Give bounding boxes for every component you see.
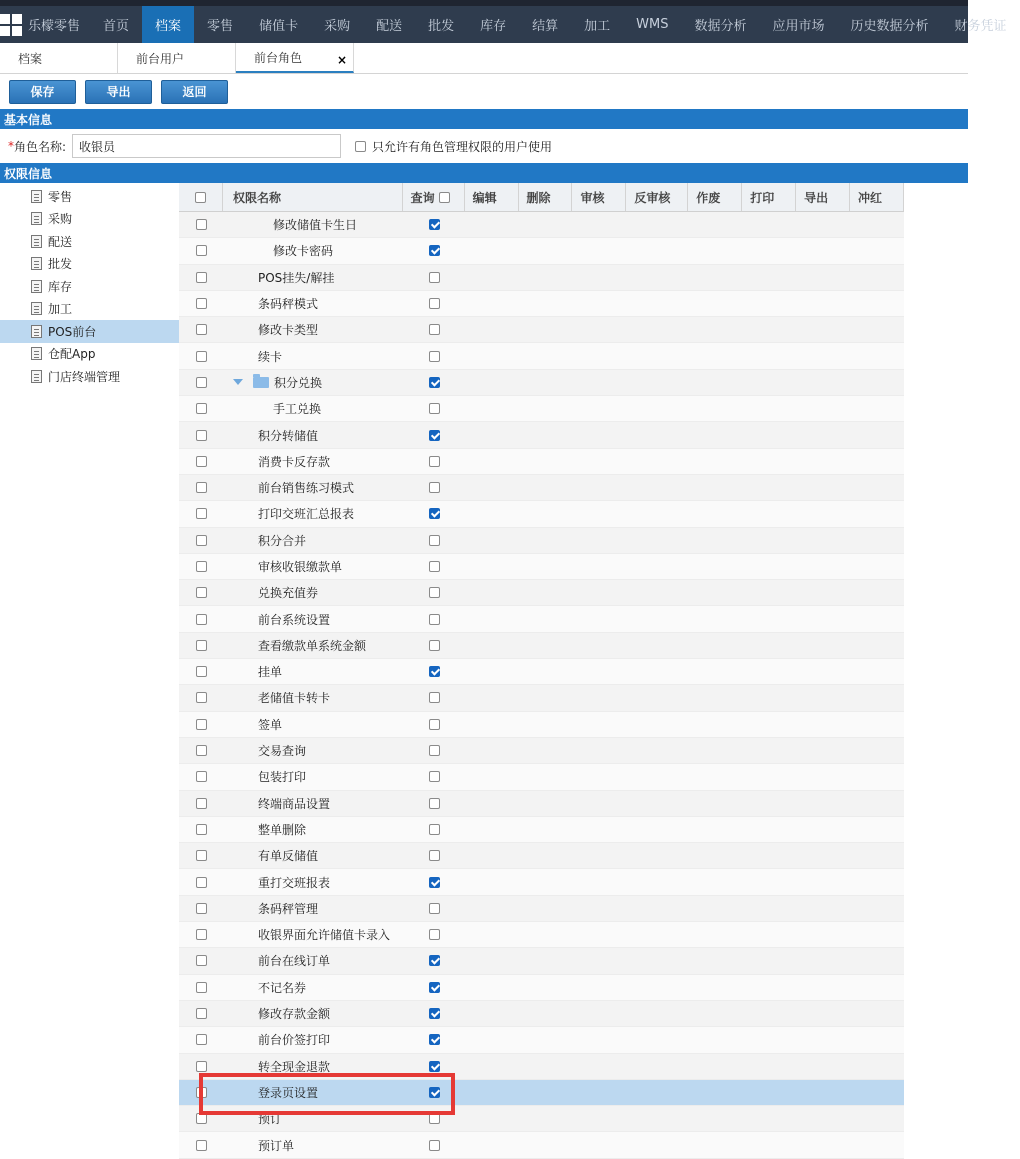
row-select-checkbox[interactable] [196, 508, 207, 519]
row-select-checkbox[interactable] [196, 1087, 207, 1098]
nav-item[interactable]: 批发 [428, 19, 455, 34]
sidebar-item-label: 配送 [48, 234, 73, 249]
query-permission-checkbox[interactable] [429, 351, 440, 362]
sidebar-item[interactable] [0, 208, 179, 231]
nav-item[interactable]: 零售 [207, 19, 234, 34]
permission-name: 前台在线订单 [258, 954, 331, 969]
permission-name: 整单删除 [258, 822, 307, 837]
query-permission-checkbox[interactable] [429, 456, 440, 467]
column-op-header[interactable]: 编辑 [465, 183, 519, 211]
document-icon [31, 280, 42, 293]
close-icon[interactable]: × [336, 53, 347, 67]
tab-label: 前台角色 [254, 50, 303, 65]
permission-name: 查看缴款单系统金额 [258, 638, 367, 653]
row-select-checkbox[interactable] [196, 771, 207, 782]
column-op-header[interactable]: 反审核 [626, 183, 688, 211]
tab-front-roles[interactable] [236, 43, 354, 73]
sidebar-item-label: 库存 [48, 279, 73, 294]
row-select-checkbox[interactable] [196, 272, 207, 283]
permission-name: 修改卡类型 [258, 323, 319, 338]
document-icon [31, 190, 42, 203]
sidebar-item[interactable] [0, 230, 179, 253]
sidebar-item[interactable] [0, 320, 179, 343]
row-select-checkbox[interactable] [196, 219, 207, 230]
row-select-checkbox[interactable] [196, 430, 207, 441]
permission-name: 审核收银缴款单 [258, 560, 343, 574]
query-permission-checkbox[interactable] [429, 535, 440, 546]
permission-name: 修改卡密码 [273, 244, 334, 259]
column-op-header[interactable]: 作废 [688, 183, 742, 211]
query-permission-checkbox[interactable] [429, 482, 440, 493]
tabs-bar [0, 43, 968, 74]
row-select-checkbox[interactable] [196, 798, 207, 809]
column-op-header[interactable]: 打印 [742, 183, 796, 211]
permission-name: 续卡 [258, 349, 283, 364]
query-permission-checkbox[interactable] [429, 1113, 440, 1124]
permission-name: 重打交班报表 [258, 875, 331, 890]
table-row[interactable] [179, 422, 904, 448]
nav-item[interactable]: 财务凭证 [954, 19, 1007, 34]
table-row[interactable] [179, 1054, 904, 1080]
nav-item[interactable]: 库存 [480, 19, 507, 34]
row-select-checkbox[interactable] [196, 982, 207, 993]
sidebar-item-label: 零售 [48, 189, 73, 204]
table-row[interactable] [179, 265, 904, 291]
table-row[interactable] [179, 396, 904, 422]
table-row[interactable] [179, 975, 904, 1001]
table-row[interactable] [179, 948, 904, 974]
permission-name: 预订单 [258, 1138, 295, 1153]
row-select-checkbox[interactable] [196, 955, 207, 966]
expand-triangle-icon[interactable] [233, 379, 243, 385]
column-name-header[interactable]: 权限名称 [223, 183, 403, 211]
table-row[interactable] [179, 291, 904, 317]
nav-item[interactable]: 历史数据分析 [850, 19, 929, 34]
permission-name: 前台系统设置 [258, 612, 331, 627]
row-select-checkbox[interactable] [196, 1140, 207, 1151]
query-permission-checkbox[interactable] [429, 1087, 440, 1098]
permission-name: 预订 [258, 1112, 283, 1127]
sidebar-item[interactable] [0, 275, 179, 298]
permission-name: 不记名券 [258, 980, 307, 995]
top-nav [0, 6, 1007, 43]
table-row[interactable] [179, 238, 904, 264]
sidebar-item[interactable] [0, 365, 179, 388]
query-permission-checkbox[interactable] [429, 719, 440, 730]
query-permission-checkbox[interactable] [429, 877, 440, 888]
app-grid-icon[interactable] [0, 6, 22, 43]
grid-body [179, 212, 904, 1159]
select-all-header [179, 183, 223, 211]
sidebar-item-label: POS前台 [48, 324, 97, 339]
query-permission-checkbox[interactable] [429, 587, 440, 598]
table-row[interactable] [179, 712, 904, 738]
query-permission-checkbox[interactable] [429, 929, 440, 940]
query-permission-checkbox[interactable] [429, 1061, 440, 1072]
query-permission-checkbox[interactable] [429, 219, 440, 230]
tab-label: 前台用户 [136, 51, 185, 66]
permission-name: 积分转储值 [258, 428, 319, 443]
row-select-checkbox[interactable] [196, 1008, 207, 1019]
folder-icon [253, 377, 269, 388]
row-select-checkbox[interactable] [196, 298, 207, 309]
permission-info-header: 权限信息 [0, 163, 968, 183]
tab-label: 档案 [18, 51, 43, 66]
row-select-checkbox[interactable] [196, 877, 207, 888]
table-row[interactable] [179, 659, 904, 685]
sidebar-item-label: 仓配App [48, 347, 96, 362]
row-select-checkbox[interactable] [196, 587, 207, 598]
table-row[interactable] [179, 738, 904, 764]
permission-name: 打印交班汇总报表 [258, 507, 355, 522]
query-permission-checkbox[interactable] [429, 245, 440, 256]
nav-item[interactable]: 储值卡 [259, 19, 299, 34]
column-op-header[interactable]: 导出 [796, 183, 850, 211]
permission-name: 修改存款金额 [258, 1007, 331, 1022]
document-icon [31, 212, 42, 225]
row-select-checkbox[interactable] [196, 640, 207, 651]
table-row[interactable] [179, 475, 904, 501]
sidebar-item-label: 门店终端管理 [48, 369, 121, 384]
query-permission-checkbox[interactable] [429, 430, 440, 441]
only-allow-option[interactable] [355, 138, 552, 155]
permission-name: 手工兑换 [273, 402, 322, 417]
permission-name: 收银界面允许储值卡录入 [258, 928, 391, 943]
document-icon [31, 302, 42, 315]
row-select-checkbox[interactable] [196, 719, 207, 730]
row-select-checkbox[interactable] [196, 245, 207, 256]
permission-name: 兑换充值券 [258, 586, 319, 601]
column-op-header[interactable]: 删除 [519, 183, 573, 211]
permission-name: 包装打印 [258, 770, 307, 785]
row-select-checkbox[interactable] [196, 1113, 207, 1124]
table-row[interactable] [179, 501, 904, 527]
column-query-header[interactable] [403, 183, 465, 211]
permission-name: 消费卡反存款 [258, 454, 331, 469]
permission-name: 有单反储值 [258, 849, 319, 864]
role-name-label: 角色名称: [14, 139, 67, 154]
document-icon [31, 325, 42, 338]
query-permission-checkbox[interactable] [429, 1008, 440, 1019]
permission-name: 前台价签打印 [258, 1033, 331, 1048]
table-row[interactable] [179, 580, 904, 606]
query-permission-checkbox[interactable] [429, 1034, 440, 1045]
table-row[interactable] [179, 1001, 904, 1027]
nav-item[interactable]: 加工 [584, 19, 611, 34]
permission-sidebar [0, 183, 179, 1148]
table-row[interactable] [179, 1132, 904, 1158]
row-select-checkbox[interactable] [196, 1034, 207, 1045]
table-row[interactable] [179, 1080, 904, 1106]
query-permission-checkbox[interactable] [429, 1140, 440, 1151]
query-permission-checkbox[interactable] [429, 614, 440, 625]
nav-item[interactable]: 数据分析 [694, 19, 747, 34]
query-permission-checkbox[interactable] [429, 850, 440, 861]
query-permission-checkbox[interactable] [429, 508, 440, 519]
query-permission-checkbox[interactable] [429, 692, 440, 703]
query-permission-checkbox[interactable] [429, 824, 440, 835]
nav-item[interactable]: 采购 [324, 19, 351, 34]
sidebar-item-label: 加工 [48, 302, 73, 317]
select-all-checkbox[interactable] [195, 192, 206, 203]
row-select-checkbox[interactable] [196, 929, 207, 940]
toolbar [0, 74, 968, 109]
tab-archive[interactable] [0, 43, 118, 73]
query-all-checkbox[interactable] [439, 192, 450, 203]
document-icon [31, 370, 42, 383]
row-select-checkbox[interactable] [196, 1061, 207, 1072]
permission-grid [179, 183, 904, 1153]
permission-name: 修改储值卡生日 [273, 218, 358, 233]
nav-item[interactable]: 配送 [376, 19, 403, 34]
permission-name: 终端商品设置 [258, 796, 331, 811]
row-select-checkbox[interactable] [196, 351, 207, 362]
column-query-label: 查询 [410, 190, 435, 205]
permission-name: 积分合并 [258, 533, 307, 548]
nav-item[interactable]: 结算 [532, 19, 559, 34]
permission-name: 条码秤管理 [258, 901, 319, 916]
table-row[interactable] [179, 1027, 904, 1053]
grid-header [179, 183, 904, 212]
table-row[interactable] [179, 869, 904, 895]
permission-name: 转全现金退款 [258, 1059, 331, 1074]
row-select-checkbox[interactable] [196, 324, 207, 335]
sidebar-item[interactable] [0, 253, 179, 276]
query-permission-checkbox[interactable] [429, 666, 440, 677]
sidebar-item-label: 采购 [48, 212, 73, 227]
table-row[interactable] [179, 843, 904, 869]
permission-name: 签单 [258, 717, 283, 732]
permission-area [0, 183, 968, 1153]
row-select-checkbox[interactable] [196, 666, 207, 677]
table-row[interactable] [179, 633, 904, 659]
query-permission-checkbox[interactable] [429, 640, 440, 651]
table-row[interactable] [179, 922, 904, 948]
permission-name: POS挂失/解挂 [258, 270, 335, 285]
sidebar-item[interactable] [0, 185, 179, 208]
sidebar-item[interactable] [0, 298, 179, 321]
query-permission-checkbox[interactable] [429, 298, 440, 309]
permission-name: 条码秤模式 [258, 297, 319, 312]
nav-item[interactable]: 应用市场 [772, 19, 825, 34]
row-select-checkbox[interactable] [196, 561, 207, 572]
table-row[interactable] [179, 370, 904, 396]
table-row[interactable] [179, 554, 904, 580]
table-row[interactable] [179, 449, 904, 475]
table-row[interactable] [179, 528, 904, 554]
permission-name: 积分兑换 [274, 375, 323, 390]
table-row[interactable] [179, 1106, 904, 1132]
query-permission-checkbox[interactable] [429, 745, 440, 756]
nav-item[interactable]: 首页 [103, 19, 130, 34]
save-button[interactable]: 保存 [9, 80, 76, 104]
row-select-checkbox[interactable] [196, 614, 207, 625]
column-op-header[interactable]: 审核 [572, 183, 626, 211]
role-name-input[interactable]: 收银员 [72, 134, 341, 158]
nav-item[interactable]: WMS [636, 17, 669, 32]
required-mark: * [8, 139, 14, 153]
query-permission-checkbox[interactable] [429, 955, 440, 966]
query-permission-checkbox[interactable] [429, 324, 440, 335]
table-row[interactable] [179, 764, 904, 790]
only-allow-label: 只允许有角色管理权限的用户使用 [372, 139, 553, 154]
table-row[interactable] [179, 212, 904, 238]
query-permission-checkbox[interactable] [429, 771, 440, 782]
document-icon [31, 235, 42, 248]
row-select-checkbox[interactable] [196, 745, 207, 756]
only-allow-checkbox[interactable] [355, 141, 366, 152]
permission-name: 前台销售练习模式 [258, 481, 355, 496]
nav-item[interactable]: 档案 [142, 6, 194, 43]
table-row[interactable] [179, 606, 904, 632]
brand-name: 乐檬零售 [28, 19, 81, 34]
row-select-checkbox[interactable] [196, 456, 207, 467]
row-select-checkbox[interactable] [196, 482, 207, 493]
query-permission-checkbox[interactable] [429, 903, 440, 914]
back-button[interactable]: 返回 [161, 80, 228, 104]
row-select-checkbox[interactable] [196, 377, 207, 388]
table-row[interactable] [179, 791, 904, 817]
permission-name: 登录页设置 [258, 1085, 319, 1100]
document-icon [31, 347, 42, 360]
table-row[interactable] [179, 896, 904, 922]
row-select-checkbox[interactable] [196, 403, 207, 414]
export-button[interactable]: 导出 [85, 80, 152, 104]
row-select-checkbox[interactable] [196, 903, 207, 914]
basic-info-header: 基本信息 [0, 109, 968, 129]
role-name-row [0, 129, 968, 163]
table-row[interactable] [179, 317, 904, 343]
query-permission-checkbox[interactable] [429, 982, 440, 993]
query-permission-checkbox[interactable] [429, 272, 440, 283]
query-permission-checkbox[interactable] [429, 798, 440, 809]
row-select-checkbox[interactable] [196, 824, 207, 835]
table-row[interactable] [179, 343, 904, 369]
query-permission-checkbox[interactable] [429, 403, 440, 414]
row-select-checkbox[interactable] [196, 535, 207, 546]
tab-front-users[interactable] [118, 43, 236, 73]
table-row[interactable] [179, 817, 904, 843]
row-select-checkbox[interactable] [196, 692, 207, 703]
row-select-checkbox[interactable] [196, 850, 207, 861]
column-op-header[interactable]: 冲红 [850, 183, 904, 211]
permission-name: 老储值卡转卡 [258, 691, 331, 706]
sidebar-item[interactable] [0, 343, 179, 366]
query-permission-checkbox[interactable] [429, 377, 440, 388]
permission-name: 交易查询 [258, 744, 307, 759]
permission-name: 挂单 [258, 665, 283, 680]
document-icon [31, 257, 42, 270]
table-row[interactable] [179, 685, 904, 711]
sidebar-item-label: 批发 [48, 257, 73, 272]
query-permission-checkbox[interactable] [429, 561, 440, 572]
